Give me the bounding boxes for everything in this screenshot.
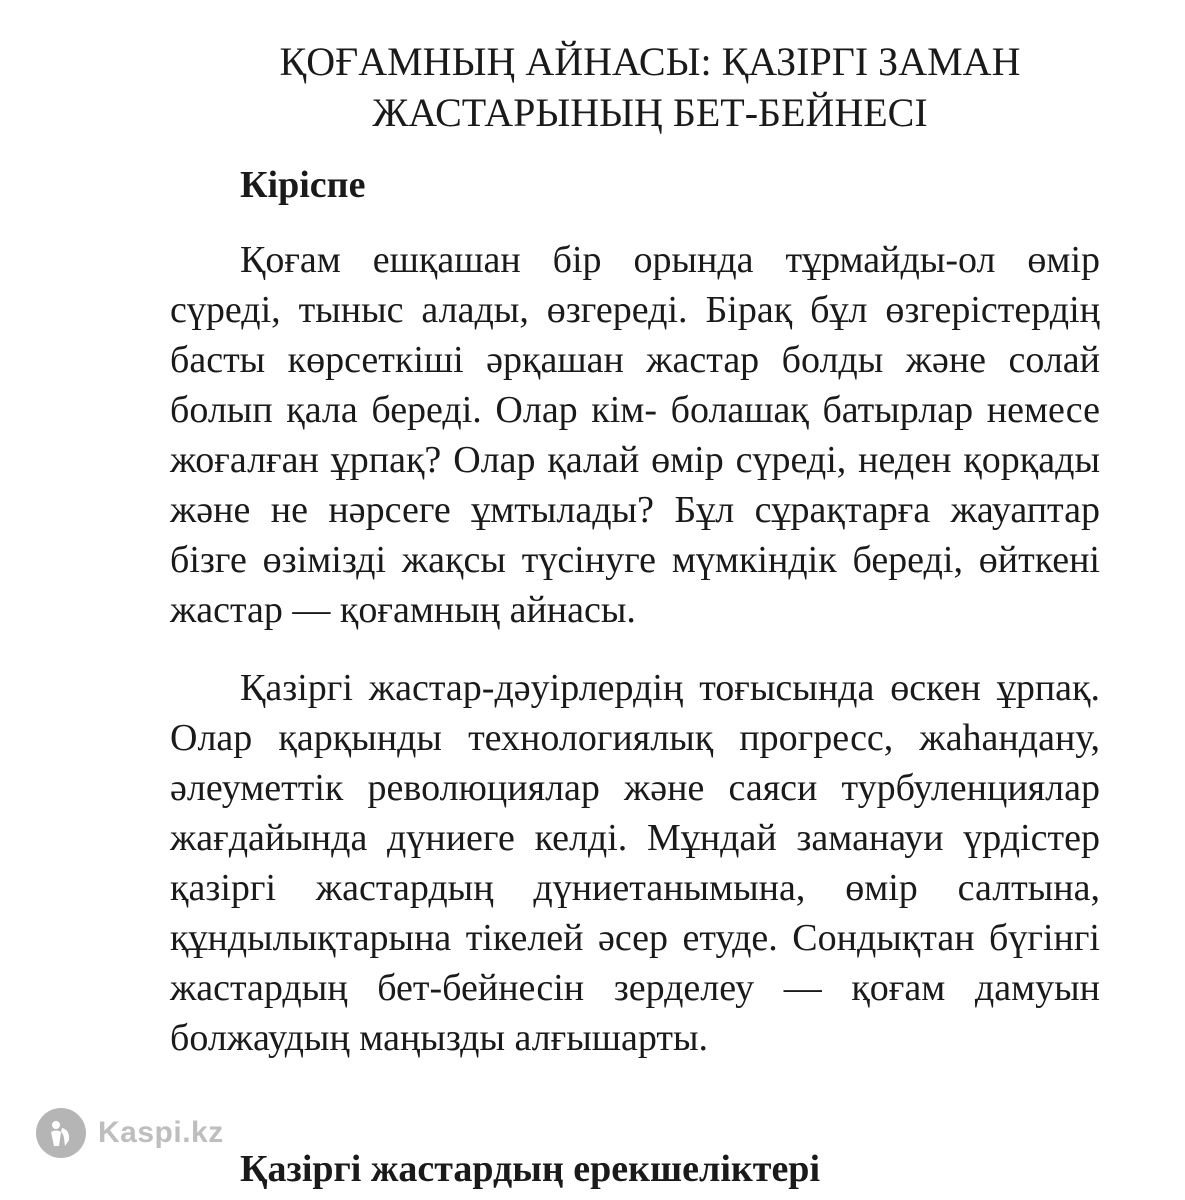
title-line-1: ҚОҒАМНЫҢ АЙНАСЫ: ҚАЗІРГІ ЗАМАН [279,39,1021,84]
kaspi-watermark [36,1108,224,1158]
paragraph-1: Қоғам ешқашан бір орында тұрмайды-ол өмір сүреді, тыныс алады, өзгереді. Бірақ бұл өзгерістердің басты көрсеткіші әрқашан жастар болды және солай болып қала береді. Олар кім- болашақ батырлар немесе жоғалған ұрпақ? Олар қалай өмір сүреді, неден қорқады және не нәрсеге ұмтылады? Бұл сұрақтарға жауаптар бізге өзімізді жақсы түсінуге мүмкіндік береді, өйткені жастар — қоғамның айнасы. [170,239,1100,631]
paragraph-2: Қазіргі жастар-дәуірлердің тоғысында өскен ұрпақ. Олар қарқынды технологиялық прогресс, жаһандану, әлеуметтік революциялар және саяси турбуленциялар жағдайында дүниеге келді. Мұндай заманауи үрдістер қазіргі жастардың дүниетанымына, өмір салтына, құндылықтарына тікелей әсер етуде. Сондықтан бүгінгі жастардың бет-бейнесін зерделеу — қоғам дамуын болжаудың маңызды алғышарты. [170,667,1100,1059]
document-title [170,36,1100,138]
kaspi-logo-icon [36,1108,86,1158]
title-line-2: ЖАСТАРЫНЫҢ БЕТ-БЕЙНЕСІ [372,90,928,135]
intro-heading: Кіріспе [240,164,366,206]
features-heading: Қазіргі жастардың ерекшеліктері [240,1148,821,1190]
watermark-text: Kaspi.kz [98,1116,224,1149]
document-page [170,36,1100,1190]
